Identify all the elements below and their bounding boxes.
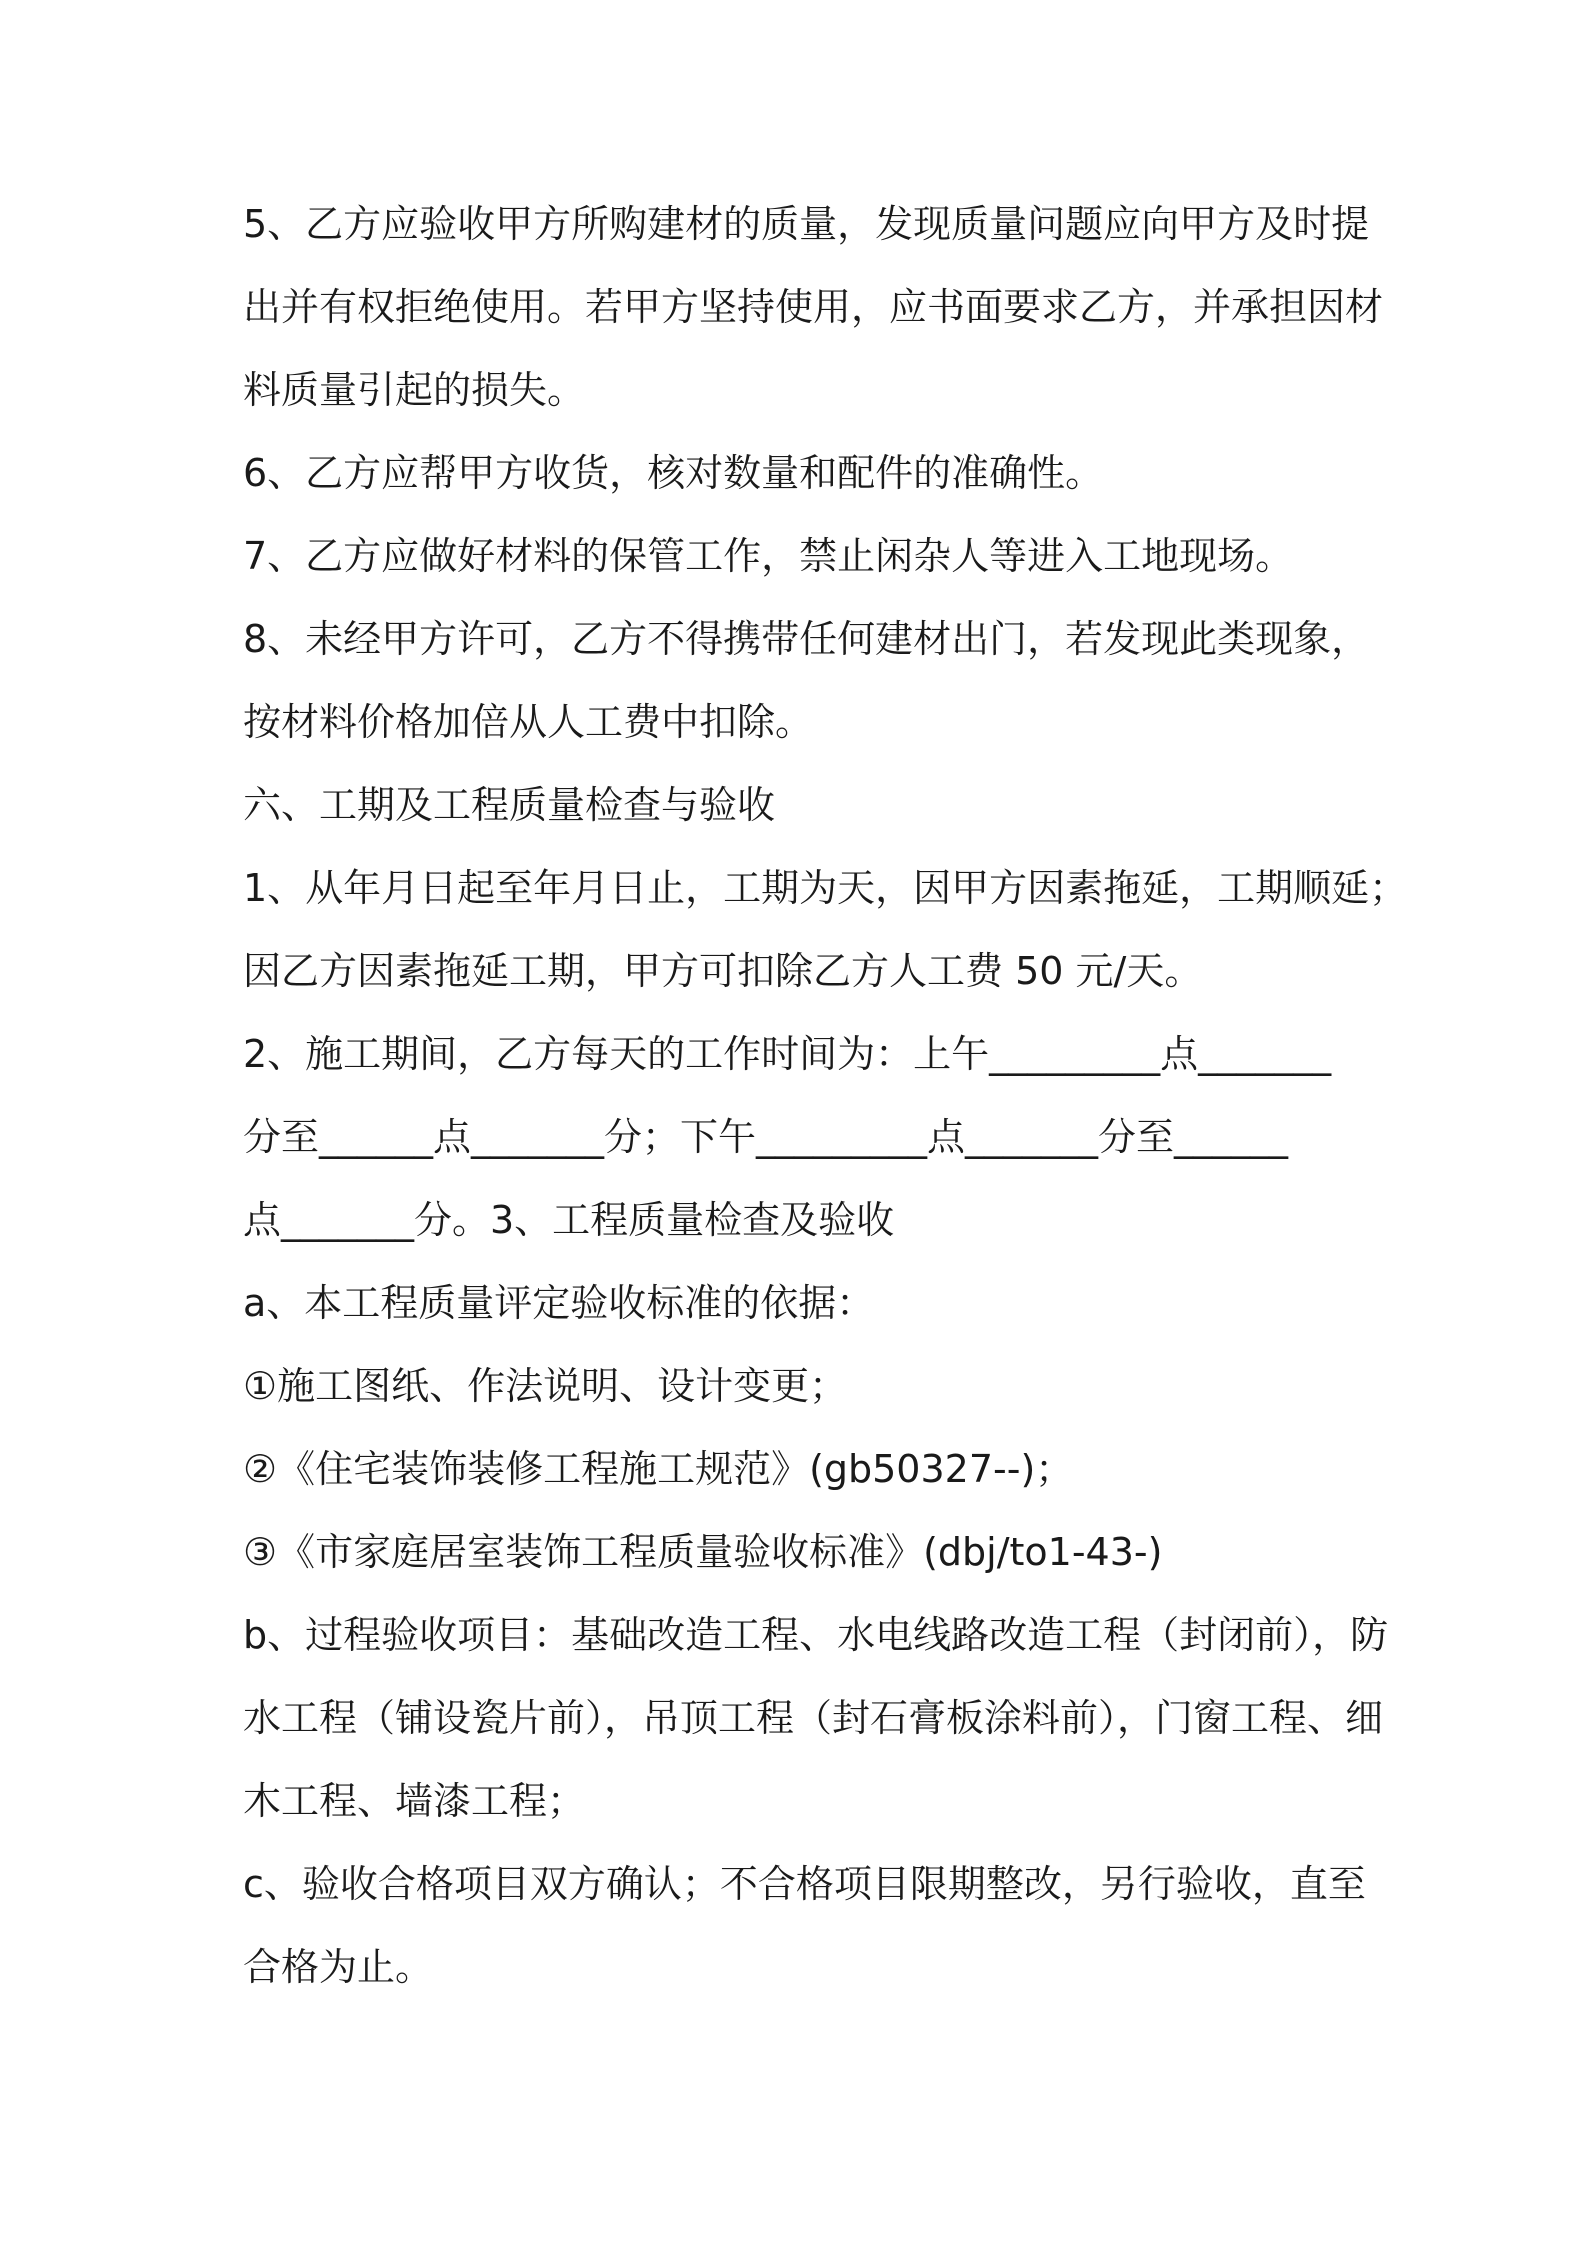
text-line: 合格为止。	[243, 1945, 434, 1989]
text-line: 7、乙方应做好材料的保管工作，禁止闲杂人等进入工地现场。	[243, 534, 1294, 578]
text-line: 点_______分。3、工程质量检查及验收	[243, 1198, 895, 1242]
text-line: a、本工程质量评定验收标准的依据：	[243, 1281, 875, 1325]
text-line: 木工程、墙漆工程；	[243, 1779, 586, 1823]
text-line: 5、乙方应验收甲方所购建材的质量，发现质量问题应向甲方及时提	[243, 202, 1370, 246]
text-line: 6、乙方应帮甲方收货，核对数量和配件的准确性。	[243, 451, 1104, 495]
text-line: 1、从年月日起至年月日止，工期为天，因甲方因素拖延，工期顺延；	[243, 866, 1408, 910]
section-heading: 六、工期及工程质量检查与验收	[243, 783, 776, 827]
text-line: c、验收合格项目双方确认；不合格项目限期整改，另行验收，直至	[243, 1862, 1366, 1906]
text-line: 出并有权拒绝使用。若甲方坚持使用，应书面要求乙方，并承担因材	[243, 285, 1384, 329]
text-line: 因乙方因素拖延工期，甲方可扣除乙方人工费 50 元/天。	[243, 949, 1203, 993]
text-line: b、过程验收项目：基础改造工程、水电线路改造工程（封闭前），防	[243, 1613, 1389, 1657]
text-line: 水工程（铺设瓷片前），吊顶工程（封石膏板涂料前），门窗工程、细	[243, 1696, 1384, 1740]
text-line: ①施工图纸、作法说明、设计变更；	[243, 1364, 848, 1408]
text-line: 料质量引起的损失。	[243, 368, 586, 412]
text-line: 分至______点_______分；下午_________点_______分至______	[243, 1115, 1289, 1159]
text-line: ③《市家庭居室装饰工程质量验收标准》(dbj/to1-43-)	[243, 1530, 1163, 1574]
text-line: 按材料价格加倍从人工费中扣除。	[243, 700, 814, 744]
text-line: ②《住宅装饰装修工程施工规范》(gb50327--)；	[243, 1447, 1074, 1491]
text-line: 8、未经甲方许可，乙方不得携带任何建材出门，若发现此类现象，	[243, 617, 1370, 661]
text-line: 2、施工期间，乙方每天的工作时间为：上午_________点_______	[243, 1032, 1332, 1076]
